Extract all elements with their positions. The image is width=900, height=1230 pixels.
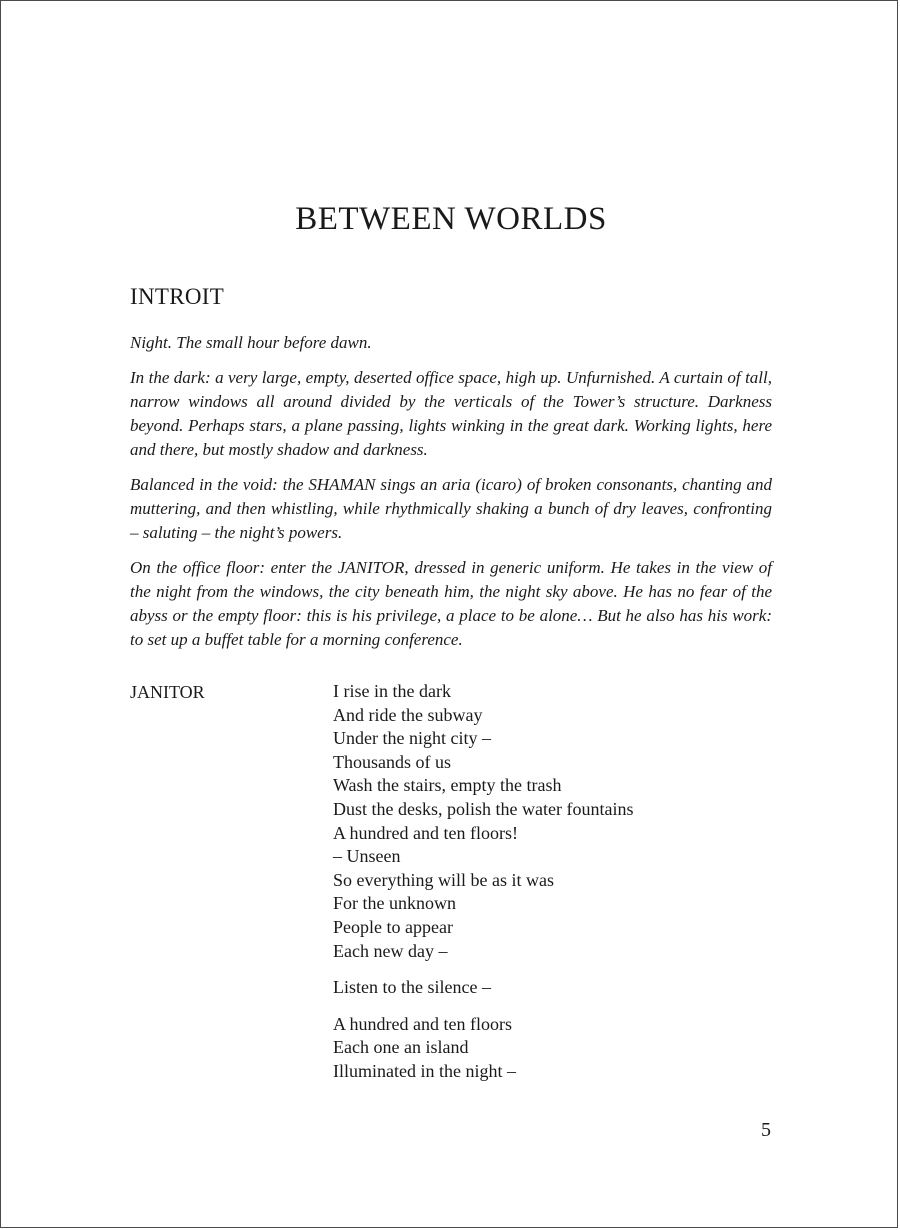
speaker-name: JANITOR — [130, 682, 205, 702]
verse-line: A hundred and ten floors! — [333, 822, 518, 843]
stanza — [333, 1013, 753, 1084]
stage-direction: On the office floor: enter the JANITOR, dressed in generic uniform. He takes in the view of the night from the windows, the city beneath him, the night sky above. He has no fear of the abyss or the empty floor: this is his privilege, a place to be alone… But he also has his work: to set up a buffet table for a morning conference. — [130, 558, 772, 649]
verse-line: Under the night city – — [333, 728, 491, 749]
verse-line: Listen to the silence – — [333, 977, 491, 998]
stage-direction: In the dark: a very large, empty, deserted office space, high up. Unfurnished. A curtain of tall, narrow windows all around divided by the verticals of the Tower’s structure. Darkness beyond. Perhaps stars, a plane passing, lights winking in the great dark. Working lights, here and there, but mostly shadow and darkness. — [130, 368, 772, 459]
verse-line: So everything will be as it was — [333, 869, 554, 890]
verse-line: A hundred and ten floors — [333, 1013, 512, 1034]
verse-line: Each new day – — [333, 940, 448, 961]
verse-line: And ride the subway — [333, 704, 483, 725]
verse-line: – Unseen — [333, 846, 401, 867]
verse-line: For the unknown — [333, 893, 456, 914]
page-number: 5 — [761, 1119, 771, 1141]
verse-line: Dust the desks, polish the water fountains — [333, 798, 634, 819]
stage-direction: Night. The small hour before dawn. — [130, 333, 372, 352]
verse-line: I rise in the dark — [333, 681, 451, 701]
verse-line: Illuminated in the night – — [333, 1060, 516, 1081]
verse-line: Each one an island — [333, 1037, 469, 1058]
verse-line: Wash the stairs, empty the trash — [333, 775, 562, 796]
stage-direction: Balanced in the void: the SHAMAN sings an aria (icaro) of broken consonants, chanting and muttering, and then whistling, while rhythmically shaking a bunch of dry leaves, confronting – saluting – the night’s powers. — [130, 475, 772, 542]
verse-line: People to appear — [333, 916, 453, 937]
stanza — [333, 680, 753, 963]
verse-lines — [333, 680, 753, 1097]
verse-line: Thousands of us — [333, 751, 451, 772]
section-heading: INTROIT — [130, 284, 225, 309]
stanza — [333, 976, 753, 1000]
page-title: BETWEEN WORLDS — [295, 201, 607, 237]
stage-directions — [130, 331, 772, 663]
